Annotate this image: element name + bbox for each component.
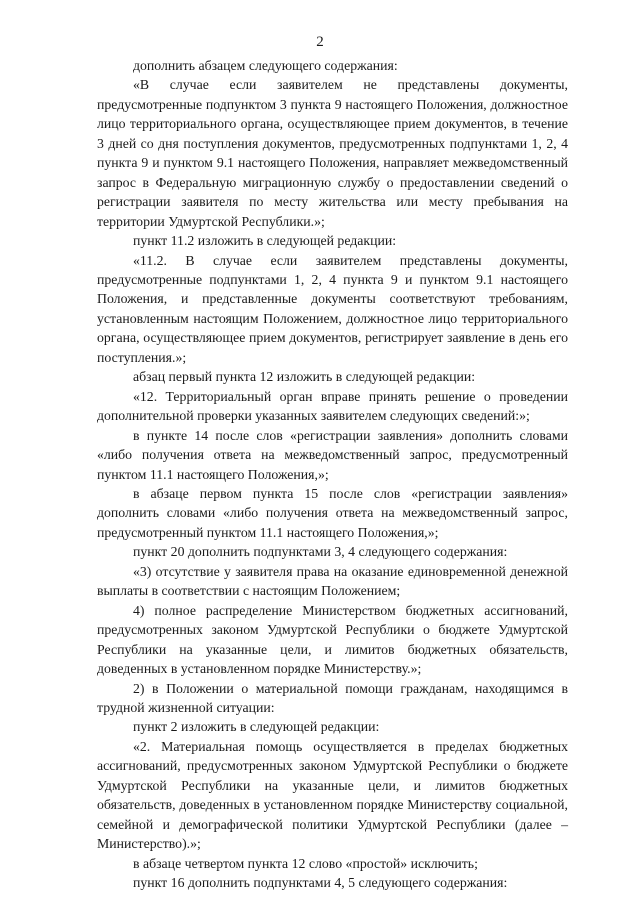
paragraph: пункт 20 дополнить подпунктами 3, 4 следующего содержания: xyxy=(133,544,508,560)
paragraph: в пункте 14 после слов «регистрации заявления» дополнить словами «либо получения ответа на межведомственный запрос, предусмотренный пунктом 11.1 настоящего Положения,»; xyxy=(97,427,568,482)
paragraph: дополнить абзацем следующего содержания: xyxy=(133,58,398,73)
paragraph: «2. Материальная помощь осуществляется в пределах бюджетных ассигнований, предусмотренных законом Удмуртской Республики о бюджете Удмуртской Республики на указанные цели, и лимитов бюджетных обязательств, доведенных в установленном порядке Министерству социальной, семейной и демографической политики Удмуртской Республики (далее – Министерство).»; xyxy=(97,738,568,852)
paragraph: в абзаце первом пункта 15 после слов «регистрации заявления» дополнить словами «либо получения ответа на межведомственный запрос, предусмотренный пунктом 11.1 настоящего Положения,»; xyxy=(97,485,568,540)
paragraph: абзац первый пункта 12 изложить в следующей редакции: xyxy=(133,369,476,385)
document-body xyxy=(97,56,568,892)
page-number: 2 xyxy=(316,34,324,50)
paragraph: пункт 16 дополнить подпунктами 4, 5 следующего содержания: xyxy=(133,875,508,891)
paragraph: «12. Территориальный орган вправе принять решение о проведении дополнительной проверки указанных заявителем следующих сведений:»; xyxy=(97,388,568,424)
paragraph: 2) в Положении о материальной помощи гражданам, находящимся в трудной жизненной ситуации: xyxy=(97,680,568,715)
paragraph: 4) полное распределение Министерством бюджетных ассигнований, предусмотренных законом Удмуртской Республики о бюджете Удмуртской Республики на указанные цели, и лимитов бюджетных обязательств, доведенных в установленном порядке Министерству.»; xyxy=(97,602,568,677)
paragraph: «11.2. В случае если заявителем представлены документы, предусмотренные подпунктами 1, 2, 4 пункта 9 и пунктом 9.1 настоящего Положения, и представленные документы соответствуют требованиям, установленным настоящим Положением, должностное лицо территориального органа, осуществляющее прием документов, регистрирует заявление в день его поступления.»; xyxy=(97,252,568,365)
paragraph: «3) отсутствие у заявителя права на оказание единовременной денежной выплаты в соответствии с настоящим Положением; xyxy=(97,563,568,599)
paragraph: пункт 11.2 изложить в следующей редакции: xyxy=(133,233,397,249)
paragraph: «В случае если заявителем не представлены документы, предусмотренные подпунктом 3 пункта 9 настоящего Положения, должностное лицо территориального органа, осуществляющее прием документов, в течение 3 дней со дня поступления документов, предусмотренных подпунктами 1, 2, 4 пункта 9 и пунктом 9.1 настоящего Положения, направляет межведомственный запрос в Федеральную миграционную службу о предоставлении сведений о регистрации заявителя по месту жительства или месту пребывания на территории Удмуртской Республики.»; xyxy=(97,77,568,229)
paragraph: в абзаце четвертом пункта 12 слово «простой» исключить; xyxy=(133,855,478,871)
paragraph: пункт 2 изложить в следующей редакции: xyxy=(133,719,380,735)
